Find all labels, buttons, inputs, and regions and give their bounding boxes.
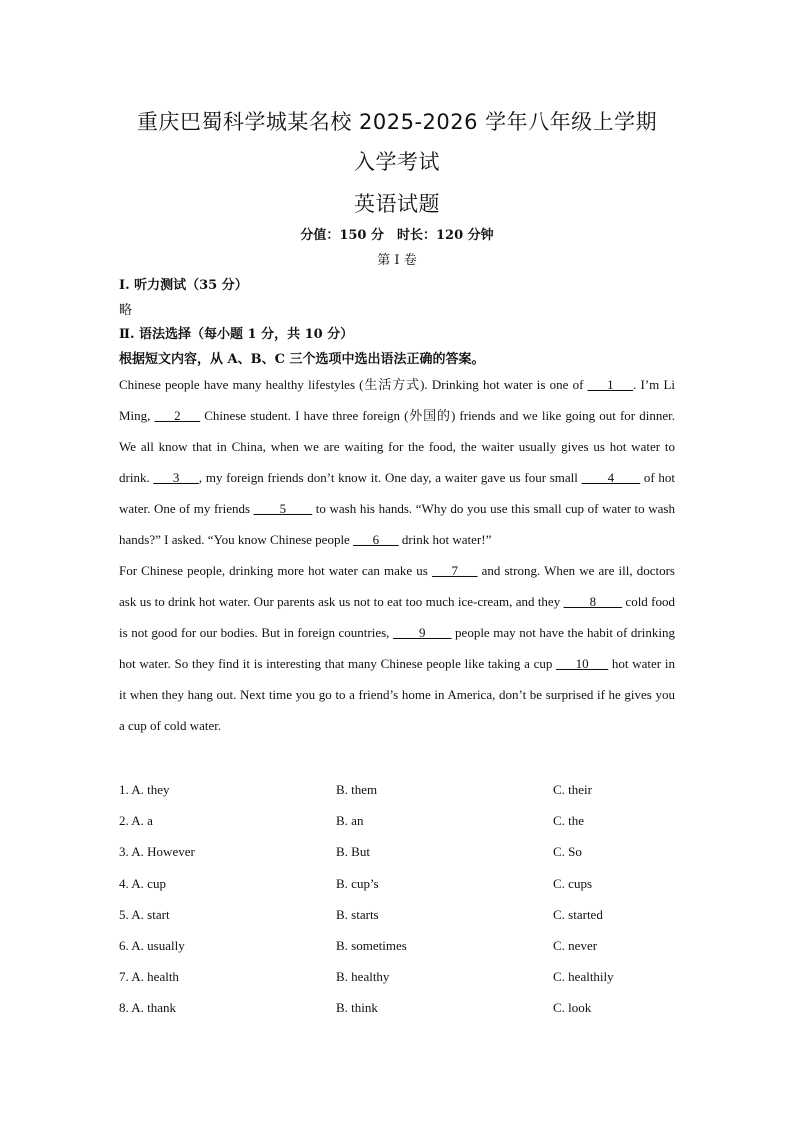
option-c: C. cups [553, 875, 592, 891]
exam-title-line1: 重庆巴蜀科学城某名校 2025-2026 学年八年级上学期 [136, 110, 658, 134]
option-b: B. an [336, 813, 364, 829]
passage-text: Chinese people have many healthy lifestyles (生活方式). Drinking hot water is one of [119, 377, 588, 392]
option-c: C. started [553, 906, 603, 922]
option-a: 5. A. start [119, 906, 170, 922]
passage-text: , my foreign friends don’t know it. One day, a waiter gave us four small [198, 470, 582, 485]
option-b: B. But [336, 844, 370, 860]
exam-subject-title: 英语试题 [354, 192, 440, 216]
option-a: 2. A. a [119, 813, 153, 829]
passage-text: cold food is not good for our bodies. But in foreign countries, [119, 594, 675, 640]
answer-blank: ___1___ [587, 377, 634, 392]
exam-meta: 分值：150 分 时长：120 分钟 [300, 228, 494, 243]
volume-label: 第 I 卷 [377, 253, 417, 268]
option-c: C. their [553, 782, 592, 797]
answer-blank: ____4____ [581, 470, 641, 485]
option-b: B. sometimes [336, 937, 407, 953]
passage-text: For Chinese people, drinking more hot water can make us [119, 563, 432, 578]
section1-body: 略 [119, 302, 133, 317]
passage-text: hot water in it when they hang out. Next time you go to a friend’s home in America, don’t be surprised if he gives you a cup of cold water. [119, 656, 675, 733]
option-b: B. cup’s [336, 875, 379, 891]
passage-text: and strong. When we are ill, doctors ask us to drink hot water. Our parents ask us not to eat too much ice-cream, and they [119, 563, 675, 609]
option-a: 8. A. thank [119, 1000, 177, 1016]
question-row [119, 969, 719, 1000]
option-a: 7. A. health [119, 969, 179, 985]
question-row [119, 1000, 719, 1031]
question-row [119, 876, 719, 907]
option-b: B. starts [336, 906, 379, 922]
option-b: B. them [336, 782, 378, 797]
passage-text: . I’m Li Ming, [119, 377, 675, 423]
passage-text: of hot water. One of my friends [119, 470, 675, 516]
option-c: C. never [553, 937, 598, 953]
option-b: B. healthy [336, 969, 390, 985]
option-c: C. healthily [553, 969, 614, 985]
passage-text: Chinese student. I have three foreign (外国的) friends and we like going out for dinner. We all know that in China, when we are waiting for the food, the waiter usually gives us hot water to drink. [119, 408, 675, 485]
answer-blank: ____5____ [253, 501, 313, 516]
answer-blank: ____9____ [392, 625, 452, 640]
question-options-list [119, 782, 719, 1032]
option-c: C. the [553, 813, 585, 829]
question-row [119, 907, 719, 938]
option-a: 6. A. usually [119, 937, 185, 953]
answer-blank: ____8____ [563, 594, 623, 609]
answer-blank: ___10___ [556, 656, 609, 671]
answer-blank: ___2___ [154, 408, 201, 423]
passage-text: to wash his hands. “Why do you use this small cup of water to wash hands?” I asked. “You know Chinese people [119, 501, 675, 547]
section2-instruction: 根据短文内容，从 A、B、C 三个选项中选出语法正确的答案。 [119, 352, 485, 367]
section1-heading: Ⅰ. 听力测试（35 分） [119, 278, 248, 293]
question-row [119, 844, 719, 875]
exam-title-line2: 入学考试 [354, 150, 440, 174]
passage [119, 369, 675, 741]
option-a: 3. A. However [119, 844, 195, 860]
option-a: 4. A. cup [119, 875, 166, 891]
answer-blank: ___7___ [431, 563, 478, 578]
section2-heading: Ⅱ. 语法选择（每小题 1 分，共 10 分） [119, 327, 354, 342]
question-row [119, 782, 719, 813]
option-c: C. So [553, 844, 582, 860]
option-c: C. look [553, 1000, 592, 1016]
passage-text: people may not have the habit of drinking hot water. So they find it is interesting that many Chinese people like taking a cup [119, 625, 675, 671]
passage-paragraphs [119, 369, 675, 741]
answer-blank: ___6___ [353, 532, 399, 547]
passage-text: drink hot water!” [398, 532, 492, 547]
option-a: 1. A. they [119, 782, 170, 797]
answer-blank: ___3___ [153, 470, 199, 485]
question-row [119, 813, 719, 844]
question-row [119, 938, 719, 969]
option-b: B. think [336, 1000, 378, 1016]
